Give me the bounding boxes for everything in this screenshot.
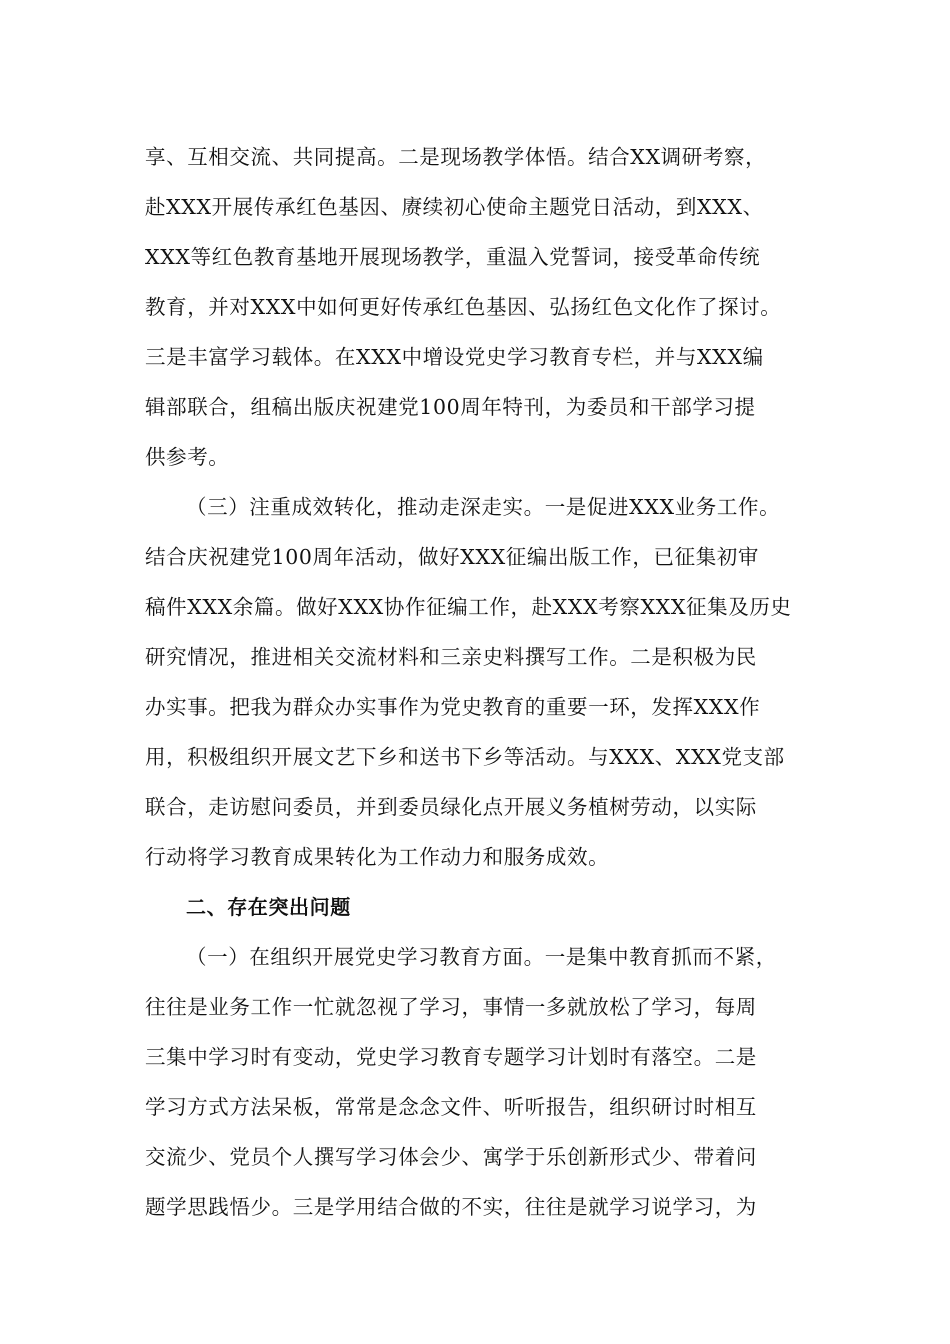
document-body bbox=[145, 132, 805, 1232]
text-line: 题学思践悟少。三是学用结合做的不实，往往是就学习说学习，为 bbox=[145, 1195, 757, 1219]
text-line: 往往是业务工作一忙就忽视了学习，事情一多就放松了学习，每周 bbox=[145, 995, 757, 1019]
text-line: 行动将学习教育成果转化为工作动力和服务成效。 bbox=[145, 845, 610, 869]
text-line: 学习方式方法呆板，常常是念念文件、听听报告，组织研讨时相互 bbox=[145, 1095, 757, 1119]
section-heading: 二、存在突出问题 bbox=[186, 895, 351, 919]
text-line: 研究情况，推进相关交流材料和三亲史料撰写工作。二是积极为民 bbox=[145, 645, 757, 669]
text-line: 交流少、党员个人撰写学习体会少、寓学于乐创新形式少、带着问 bbox=[145, 1145, 757, 1169]
paragraph-start-line: （三）注重成效转化，推动走深走实。一是促进XXX业务工作。 bbox=[186, 495, 781, 519]
text-line: 用，积极组织开展文艺下乡和送书下乡等活动。与XXX、XXX党支部 bbox=[145, 745, 785, 769]
text-line: 稿件XXX余篇。做好XXX协作征编工作，赴XXX考察XXX征集及历史 bbox=[145, 595, 792, 619]
text-line: 赴XXX开展传承红色基因、赓续初心使命主题党日活动，到XXX、 bbox=[145, 195, 764, 219]
text-line: 供参考。 bbox=[145, 445, 230, 469]
paragraph-start-line: （一）在组织开展党史学习教育方面。一是集中教育抓而不紧， bbox=[186, 945, 777, 969]
text-line: XXX等红色教育基地开展现场教学，重温入党誓词，接受革命传统 bbox=[145, 245, 761, 269]
text-line: 三是丰富学习载体。在XXX中增设党史学习教育专栏，并与XXX编 bbox=[145, 345, 764, 369]
text-line: 结合庆祝建党100周年活动，做好XXX征编出版工作，已征集初审 bbox=[145, 545, 760, 569]
text-line: 享、互相交流、共同提高。二是现场教学体悟。结合XX调研考察， bbox=[145, 145, 767, 169]
text-line: 辑部联合，组稿出版庆祝建党100周年特刊，为委员和干部学习提 bbox=[145, 395, 756, 419]
text-line: 联合，走访慰问委员，并到委员绿化点开展义务植树劳动，以实际 bbox=[145, 795, 757, 819]
text-line: 三集中学习时有变动，党史学习教育专题学习计划时有落空。二是 bbox=[145, 1045, 757, 1069]
text-line: 办实事。把我为群众办实事作为党史教育的重要一环，发挥XXX作 bbox=[145, 695, 761, 719]
text-line: 教育，并对XXX中如何更好传承红色基因、弘扬红色文化作了探讨。 bbox=[145, 295, 782, 319]
